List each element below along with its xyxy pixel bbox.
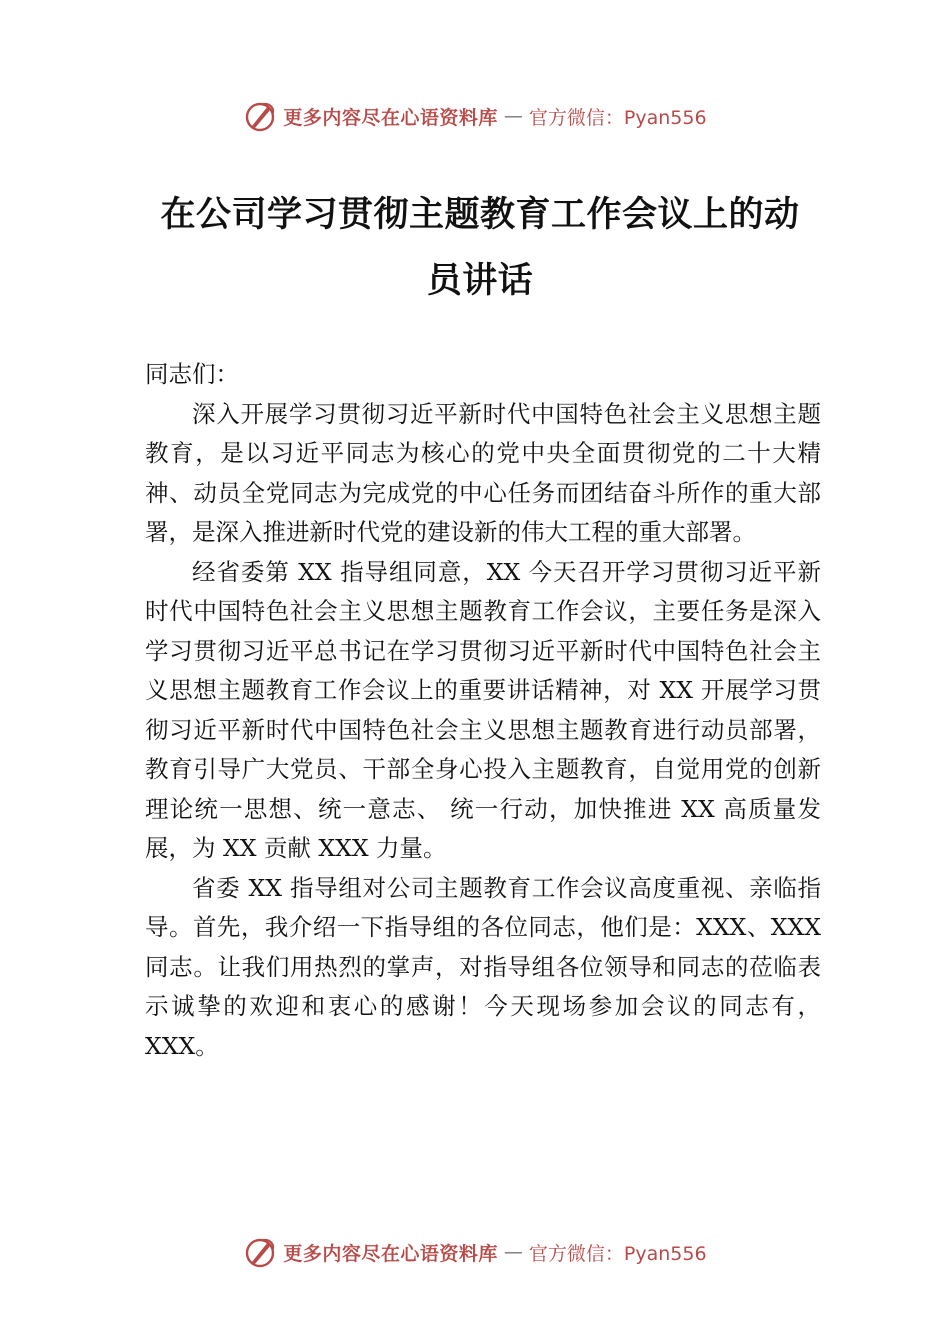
watermark-text: 更多内容尽在心语资料库	[283, 1242, 498, 1265]
quill-pen-logo-icon	[243, 99, 277, 133]
paragraph-1: 深入开展学习贯彻习近平新时代中国特色社会主义思想主题教育，是以习近平同志为核心的党中央全面贯彻党的二十大精神、动员全党同志为完成党的中心任务而团结奋斗所作的重大部署，是深入推进新时代党的建设新的伟大工程的重大部署。	[145, 399, 821, 546]
watermark-text: 更多内容尽在心语资料库	[283, 106, 498, 129]
paragraph-2: 经省委第 XX 指导组同意，XX 今天召开学习贯彻习近平新时代中国特色社会主义思想主题教育工作会议，主要任务是深入学习贯彻习近平总书记在学习贯彻习近平新时代中国特色社会主义思想主题教育工作会议上的重要讲话精神，对 XX 开展学习贯彻习近平新时代中国特色社会主义思想主题教育进行动员部署，教育引导广大党员、干部全身心投入主题教育，自觉用党的创新理论统一思想、统一意志、 统一行动，加快推进 XX 高质量发展，为 XX 贡献 XXX 力量。	[145, 557, 821, 862]
watermark-account: 官方微信：Pyan556	[528, 1242, 707, 1265]
quill-pen-logo-icon	[243, 1235, 277, 1269]
footer-watermark	[0, 1232, 950, 1272]
paragraph-3: 省委 XX 指导组对公司主题教育工作会议高度重视、亲临指导。首先，我介绍一下指导组的各位同志，他们是：XXX、XXX 同志。让我们用热烈的掌声，对指导组各位领导和同志的莅临表示诚挚的欢迎和衷心的感谢！今天现场参加会议的同志有，XXX。	[145, 873, 821, 1060]
header-watermark	[0, 96, 950, 136]
watermark-account: 官方微信：Pyan556	[528, 106, 707, 129]
document-body	[145, 355, 821, 1066]
watermark-separator: —	[503, 1241, 523, 1263]
watermark-separator: —	[503, 105, 523, 127]
salutation: 同志们：	[145, 360, 239, 388]
document-title: 在公司学习贯彻主题教育工作会议上的动员讲话	[160, 194, 800, 301]
